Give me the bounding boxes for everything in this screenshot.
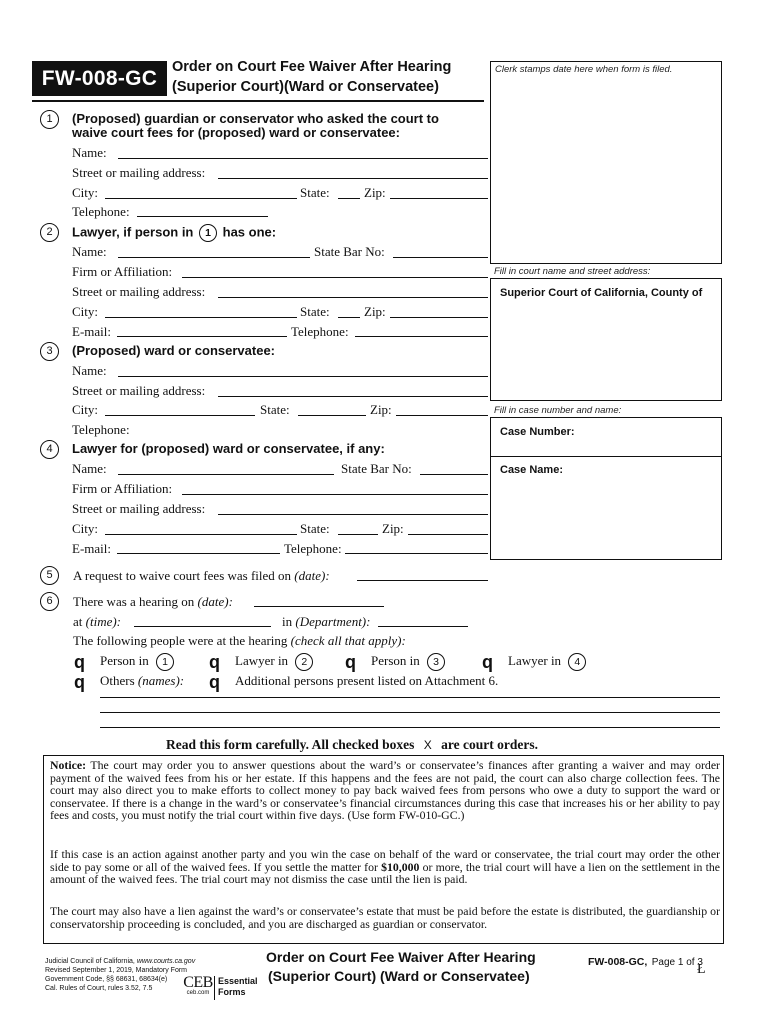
s1-street-field[interactable] (218, 178, 488, 179)
section-4-heading: Lawyer for (proposed) ward or conservatee, if any: (72, 441, 385, 456)
s4-state-bar-field[interactable] (420, 474, 488, 475)
s3-name-label: Name: (72, 363, 107, 378)
section-2-heading (72, 224, 276, 242)
notice-paragraph-2 (50, 848, 720, 886)
form-title-line2: (Superior Court)(Ward or Conservatee) (172, 79, 439, 95)
option-lawyer-4-label: Lawyer in (508, 653, 562, 668)
footer-form-code: FW-008-GC, (588, 956, 648, 968)
s2-telephone-label: Telephone: (291, 324, 349, 339)
notice-label: Notice: (50, 758, 87, 772)
option-others-label: Others (100, 673, 135, 688)
s4-name-field[interactable] (118, 474, 334, 475)
footer-title-line1: Order on Court Fee Waiver After Hearing (266, 949, 536, 965)
court-name-box[interactable] (490, 278, 722, 401)
s6-at-time-label (73, 614, 121, 630)
footer-page-mark: Ł (697, 962, 706, 977)
checkbox-icon: q (209, 672, 220, 692)
s5-text (73, 568, 330, 584)
s1-telephone-label: Telephone: (72, 204, 130, 219)
s2-email-field[interactable] (117, 336, 287, 337)
s6-time: (time): (85, 614, 122, 629)
s1-zip-field[interactable] (390, 198, 488, 199)
checkbox-icon: q (345, 652, 356, 672)
case-name-field[interactable] (491, 457, 721, 560)
s3-zip-label: Zip: (370, 402, 392, 417)
s3-zip-field[interactable] (396, 415, 488, 416)
s1-name-field[interactable] (118, 158, 488, 159)
section-1-heading-line1: (Proposed) guardian or conservator who asked the court to (72, 111, 439, 126)
s2-zip-field[interactable] (390, 317, 488, 318)
section-2-ref-circle: 1 (199, 224, 217, 242)
s3-city-field[interactable] (105, 415, 255, 416)
footer-page-number: Page 1 of 3 (651, 957, 703, 968)
form-title-line1: Order on Court Fee Waiver After Hearing (172, 59, 452, 75)
essential-forms-line1: Essential (218, 976, 258, 986)
option-person-1-label: Person in (100, 653, 149, 668)
checkbox-person-3[interactable] (345, 652, 356, 673)
option-others (100, 673, 184, 689)
others-names-line-2[interactable] (100, 712, 720, 713)
checkbox-icon: q (209, 652, 220, 672)
s2-city-label: City: (72, 304, 99, 319)
s4-telephone-label: Telephone: (284, 541, 342, 556)
notice-p2-amount: $10,000 (381, 859, 420, 874)
s2-name-field[interactable] (118, 257, 310, 258)
s4-telephone-field[interactable] (345, 553, 488, 554)
checked-x-mark: X (423, 738, 432, 752)
s4-firm-label: Firm or Affiliation: (72, 481, 173, 496)
s6-dept-field[interactable] (378, 626, 468, 627)
read-carefully-a: Read this form carefully. All checked boxes (166, 737, 415, 752)
checkbox-lawyer-2[interactable] (209, 652, 220, 673)
checkbox-others[interactable] (74, 672, 85, 693)
footer-website: www.courts.ca.gov (136, 958, 196, 965)
s6-text-b: (date): (197, 594, 233, 609)
footer-gov-code: Government Code, §§ 68631, 68634(e) (45, 976, 168, 983)
notice-p2-a: If this case is an action against another party and you win the case on behalf of the ward or conservatee, the trial court may order the other side to pay some or all of the waived fees. If you settle the matter for (50, 847, 720, 874)
essential-forms-logo (218, 976, 258, 998)
section-3-number: 3 (40, 342, 59, 361)
option-lawyer-4 (508, 653, 586, 671)
s2-state-bar-field[interactable] (393, 257, 488, 258)
s2-firm-field[interactable] (182, 277, 488, 278)
footer-title-line2: (Superior Court) (Ward or Conservatee) (268, 968, 530, 984)
s1-name-label: Name: (72, 145, 107, 160)
read-carefully-banner (166, 737, 538, 753)
notice-p2-b: or more, the trial court will have a lien on the settlement in the amount of the waived fees. The trial court may not dismiss the case until the lien is paid. (50, 859, 720, 886)
s4-firm-field[interactable] (182, 494, 488, 495)
clerk-stamp-label: Clerk stamps date here when form is filed. (495, 64, 673, 75)
s1-telephone-field[interactable] (137, 216, 268, 217)
s2-zip-label: Zip: (364, 304, 386, 319)
s1-state-label: State: (300, 185, 330, 200)
checkbox-additional-persons[interactable] (209, 672, 220, 693)
s6-dept: (Department): (295, 614, 371, 629)
s4-email-field[interactable] (117, 553, 280, 554)
section-2-heading-b: has one: (222, 224, 277, 240)
court-name-text: Superior Court of California, County of (500, 287, 703, 299)
s5-date-field[interactable] (357, 580, 488, 581)
s2-firm-label: Firm or Affiliation: (72, 264, 173, 279)
ceb-logo-sub: ceb.com (186, 990, 210, 996)
essential-forms-line2: Forms (218, 987, 246, 997)
option-lawyer-2-label: Lawyer in (235, 653, 289, 668)
checkbox-icon: q (482, 652, 493, 672)
s4-email-label: E-mail: (72, 541, 111, 556)
s4-city-label: City: (72, 521, 99, 536)
header-rule (32, 100, 484, 102)
s3-name-field[interactable] (118, 376, 488, 377)
option-person-1-ref: 1 (156, 653, 174, 671)
s2-state-bar-label: State Bar No: (314, 244, 385, 259)
s2-telephone-field[interactable] (355, 336, 488, 337)
s4-name-label: Name: (72, 461, 107, 476)
option-additional-persons: Additional persons present listed on Attachment 6. (235, 673, 499, 688)
checkbox-person-1[interactable] (74, 652, 85, 673)
s1-zip-label: Zip: (364, 185, 386, 200)
s6-hearing-text (73, 594, 233, 610)
s3-street-label: Street or mailing address: (72, 383, 206, 398)
option-person-3 (371, 653, 445, 671)
case-name-label: Case Name: (500, 464, 563, 476)
ceb-logo (180, 975, 216, 997)
s5-text-a: A request to waive court fees was filed on (73, 568, 292, 583)
s4-zip-field[interactable] (408, 534, 488, 535)
option-person-1 (100, 653, 174, 671)
notice-box (43, 755, 724, 944)
court-name-instruction: Fill in court name and street address: (494, 266, 651, 277)
notice-paragraph-3: The court may also have a lien against the ward’s or conservatee’s estate that must be paid before the estate is distributed, the guardianship or conservatorship proceeding is concluded, and you are discharged as guardian or conservator. (50, 904, 720, 931)
s6-following-b: (check all that apply): (290, 633, 406, 648)
checkbox-lawyer-4[interactable] (482, 652, 493, 673)
s3-city-label: City: (72, 402, 99, 417)
ceb-logo-text: CEB (183, 974, 213, 991)
s6-following-a: The following people were at the hearing (73, 633, 288, 648)
s6-in: in (282, 614, 293, 629)
section-6-number: 6 (40, 592, 59, 611)
section-5-number: 5 (40, 566, 59, 585)
s6-text-a: There was a hearing on (73, 594, 195, 609)
option-lawyer-2 (235, 653, 313, 671)
s4-zip-label: Zip: (382, 521, 404, 536)
footer-judicial-council: Judicial Council of California, (45, 958, 135, 965)
s6-date-field[interactable] (254, 606, 384, 607)
s2-name-label: Name: (72, 244, 107, 259)
s2-street-field[interactable] (218, 297, 488, 298)
section-3-heading: (Proposed) ward or conservatee: (72, 343, 275, 358)
s4-state-bar-label: State Bar No: (341, 461, 412, 476)
s5-text-b: (date): (294, 568, 330, 583)
option-lawyer-2-ref: 2 (295, 653, 313, 671)
others-names-line-3[interactable] (100, 727, 720, 728)
section-1-heading-line2: waive court fees for (proposed) ward or conservatee: (72, 125, 400, 140)
footer-rules: Cal. Rules of Court, rules 3.52, 7.5 (45, 985, 153, 992)
section-4-number: 4 (40, 440, 59, 459)
s1-street-label: Street or mailing address: (72, 165, 206, 180)
option-others-names: (names): (137, 673, 185, 688)
case-number-label: Case Number: (500, 426, 575, 438)
clerk-stamp-box[interactable] (490, 61, 722, 264)
s3-telephone-label: Telephone: (72, 422, 130, 437)
form-code-badge: FW-008-GC (32, 61, 167, 96)
section-2-number: 2 (40, 223, 59, 242)
s4-street-field[interactable] (218, 514, 488, 515)
option-lawyer-4-ref: 4 (568, 653, 586, 671)
footer-line1 (45, 957, 215, 966)
s2-state-label: State: (300, 304, 330, 319)
s3-street-field[interactable] (218, 396, 488, 397)
s6-following-text (73, 633, 406, 649)
s1-city-field[interactable] (105, 198, 297, 199)
case-info-instruction: Fill in case number and name: (494, 405, 622, 416)
footer-page-info (588, 952, 703, 970)
s2-street-label: Street or mailing address: (72, 284, 206, 299)
s4-city-field[interactable] (105, 534, 297, 535)
option-person-3-ref: 3 (427, 653, 445, 671)
s6-at: at (73, 614, 83, 629)
s4-street-label: Street or mailing address: (72, 501, 206, 516)
s3-state-label: State: (260, 402, 290, 417)
option-person-3-label: Person in (371, 653, 420, 668)
s6-time-field[interactable] (134, 626, 271, 627)
section-2-heading-a: Lawyer, if person in (72, 224, 194, 240)
s1-city-label: City: (72, 185, 99, 200)
logo-divider (214, 976, 215, 1000)
checkbox-icon: q (74, 652, 85, 672)
notice-p1-text: The court may order you to answer questions about the ward’s or conservatee’s finances after granting a waiver and may order payment of the waived fees from his or her estate. If this happens and the fees are not paid, the court can also charge collection fees. The court may also direct you to make efforts to collect money to pay back waived fees from persons who owe a duty to support the ward or conservatee. If there is a change in the ward’s or conservatee’s financial circumstances during this case that increases his or her ability to pay fees and costs, you must notify the trial court within five days. (Use form FW-010-GC.) (50, 758, 720, 822)
notice-paragraph-1 (50, 759, 720, 822)
s6-dept-label (282, 614, 370, 630)
section-1-number: 1 (40, 110, 59, 129)
s2-city-field[interactable] (105, 317, 297, 318)
footer-revised: Revised September 1, 2019, Mandatory Form (45, 967, 188, 974)
read-carefully-b: are court orders. (441, 737, 538, 752)
s3-state-field[interactable] (298, 415, 366, 416)
case-info-box (490, 417, 722, 560)
case-number-field[interactable] (491, 418, 721, 456)
s4-state-field[interactable] (338, 534, 378, 535)
others-names-line-1[interactable] (100, 697, 720, 698)
s2-state-field[interactable] (338, 317, 360, 318)
s1-state-field[interactable] (338, 198, 360, 199)
s4-state-label: State: (300, 521, 330, 536)
checkbox-icon: q (74, 672, 85, 692)
s2-email-label: E-mail: (72, 324, 111, 339)
